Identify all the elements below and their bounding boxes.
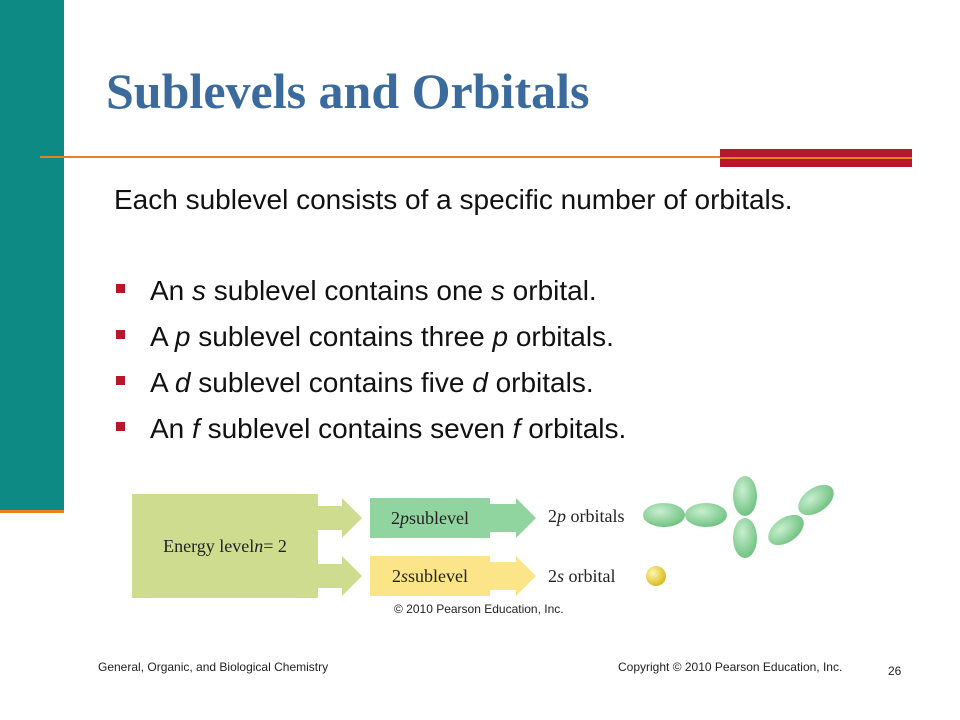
bullet-item-f: An f sublevel contains seven f orbitals. xyxy=(114,406,626,452)
arrow-right-icon xyxy=(316,498,362,538)
footer-copyright: Copyright © 2010 Pearson Education, Inc. xyxy=(618,660,843,674)
p-orbital-z-icon xyxy=(766,482,836,548)
p-orbital-y-icon xyxy=(730,476,760,558)
slide-title: Sublevels and Orbitals xyxy=(106,63,590,119)
title-divider-accent-line xyxy=(720,157,912,159)
orbital-diagram xyxy=(130,476,850,616)
left-accent-bar-edge xyxy=(0,510,64,513)
bullet-item-d: A d sublevel contains five d orbitals. xyxy=(114,360,626,406)
bullet-item-p: A p sublevel contains three p orbitals. xyxy=(114,314,626,360)
bullet-list xyxy=(114,268,626,452)
image-credit: © 2010 Pearson Education, Inc. xyxy=(394,602,564,616)
bullet-square-icon xyxy=(116,284,125,293)
page-number: 26 xyxy=(888,664,902,678)
s-sublevel-box: 2 s sublevel xyxy=(370,556,490,596)
arrow-right-icon xyxy=(316,556,362,596)
bullet-square-icon xyxy=(116,376,125,385)
energy-level-box: Energy level n = 2 xyxy=(132,494,318,598)
bullet-item-s: An s sublevel contains one s orbital. xyxy=(114,268,626,314)
p-sublevel-box: 2 p sublevel xyxy=(370,498,490,538)
s-orbital-label: 2s orbital xyxy=(548,566,616,586)
arrow-right-icon xyxy=(490,498,536,538)
arrow-right-icon xyxy=(490,556,536,596)
bullet-square-icon xyxy=(116,330,125,339)
left-accent-bar xyxy=(0,0,64,512)
p-orbitals-label: 2p orbitals xyxy=(548,506,625,526)
footer-course-title: General, Organic, and Biological Chemistry xyxy=(98,660,329,674)
p-orbital-x-icon xyxy=(642,500,728,530)
intro-text: Each sublevel consists of a specific number of orbitals. xyxy=(114,184,793,215)
bullet-square-icon xyxy=(116,422,125,431)
s-orbital-icon xyxy=(644,564,668,588)
